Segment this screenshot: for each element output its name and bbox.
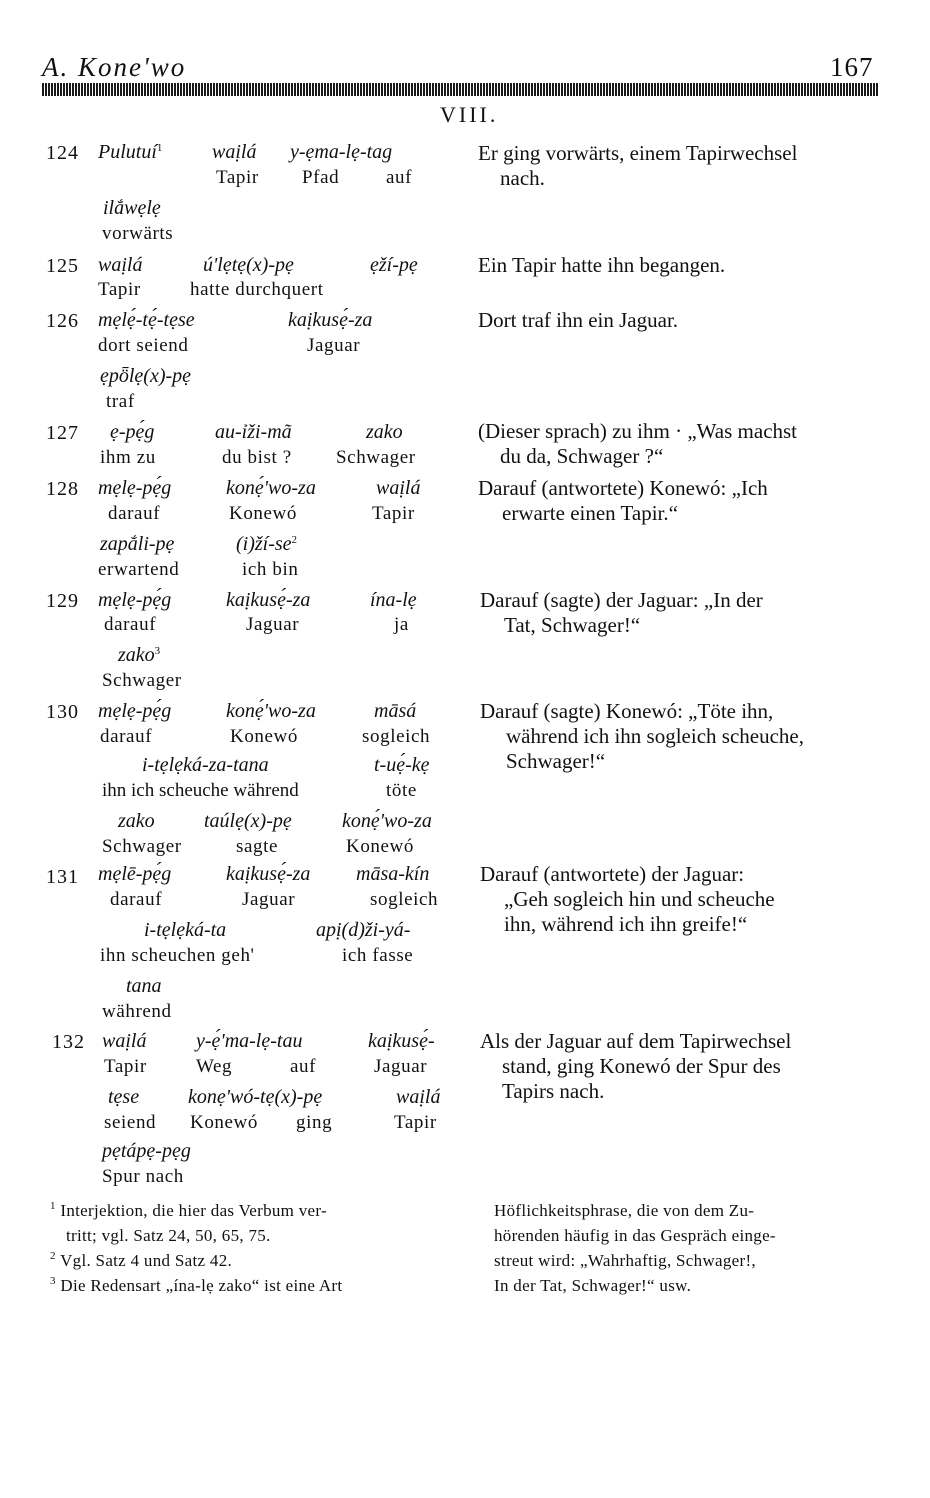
page-number: 167 [830, 52, 874, 82]
native-word: waịlá [212, 141, 257, 163]
native-word: konẹ'wó-tẹ(x)-pẹ [188, 1086, 323, 1108]
native-word: taúlẹ(x)-pẹ [204, 810, 292, 832]
sentence-number: 130 [46, 701, 79, 723]
gloss-word: ja [394, 614, 409, 635]
gloss-word: sogleich [370, 889, 439, 910]
header-rule [42, 83, 878, 96]
translation: Darauf (sagte) Konewó: „Töte ihn, während ich ihn sogleich scheuche, Schwager!“ [480, 699, 804, 773]
native-word: mẹlẹ-pẹ́g [98, 700, 172, 722]
footnotes-right: Höflichkeitsphrase, die von dem Zu- hörenden häufig in das Gespräch einge- streut wird: „Wahrhaftig, Schwager!, In der Tat, Schwager!“ usw. [494, 1201, 776, 1295]
translation: Dort traf ihn ein Jaguar. [478, 308, 679, 332]
native-word: kaịkusẹ́-za [226, 589, 311, 611]
footnote-marker: 3 [154, 645, 161, 657]
native-word: i-tẹlẹká-za-tana [142, 754, 269, 776]
native-word: kaịkusẹ́-za [226, 863, 311, 885]
gloss-word: Schwager [336, 447, 416, 468]
gloss-word: Tapir [394, 1112, 437, 1133]
gloss-word: Tapir [372, 503, 415, 524]
native-word: mẹlẹ́-tẹ́-tẹse [98, 309, 195, 331]
gloss-word: vorwärts [102, 223, 174, 244]
native-word: mẹlẹ-pẹ́g [98, 477, 172, 499]
translation: (Dieser sprach) zu ihm · „Was machst du da, Schwager ?“ [478, 419, 798, 468]
gloss-word: Konewó [229, 503, 297, 524]
native-word: kaịkusẹ́-za [288, 309, 373, 331]
gloss-word: seiend [104, 1112, 157, 1133]
native-word: ilắwẹlẹ [103, 197, 161, 219]
gloss-word: Jaguar [246, 614, 300, 635]
native-word: tẹse [108, 1086, 140, 1108]
gloss-word: dort seiend [98, 335, 189, 356]
gloss-word: während [102, 1001, 172, 1022]
native-word: mẹlẹ-pẹ́g [98, 589, 172, 611]
native-word: i-tẹlẹká-ta [144, 919, 227, 941]
sentence-number: 127 [46, 422, 79, 444]
translation: Als der Jaguar auf dem Tapirwechsel stand, ging Konewó der Spur des Tapirs nach. [480, 1029, 792, 1103]
gloss-word: auf [386, 167, 413, 188]
sentence-number: 131 [46, 866, 79, 888]
footnote-2: $^2$ Vgl. Satz 4 und Satz 42. [50, 1250, 233, 1270]
gloss-word: ihn scheuchen geh' [100, 945, 255, 966]
translation: Darauf (sagte) der Jaguar: „In der Tat, Schwager!“ [480, 588, 763, 637]
native-word: y-ẹma-lẹ-tag [290, 141, 393, 163]
gloss-word: ging [296, 1112, 333, 1133]
gloss-word: traf [106, 391, 135, 412]
footnote-3: $^3$ Die Redensart „ína-lẹ zako“ ist eine Art [50, 1275, 343, 1295]
gloss-word: Spur nach [102, 1166, 184, 1187]
native-word: t-uẹ́-kẹ [374, 754, 430, 776]
gloss-word: Tapir [216, 167, 259, 188]
gloss-word: erwartend [98, 559, 180, 580]
native-word: kaịkusẹ́- [368, 1030, 435, 1052]
gloss-word: Konewó [230, 726, 298, 747]
gloss-word: darauf [100, 726, 153, 747]
section-heading: VIII. [440, 102, 499, 127]
native-word: waịlá [102, 1030, 147, 1052]
native-word: zako [118, 810, 155, 832]
running-title: A. Kone'wo [42, 52, 187, 82]
gloss-word: Jaguar [242, 889, 296, 910]
native-word: waịlá [98, 254, 143, 276]
gloss-word: ich fasse [342, 945, 414, 966]
footnote-1-continued: tritt; vgl. Satz 24, 50, 65, 75. [66, 1226, 271, 1245]
sentence-number: 129 [46, 590, 79, 612]
native-word: Pulutuí$^1$ [98, 141, 163, 163]
native-word: zako$^3$ [118, 644, 161, 666]
native-word: waịlá [396, 1086, 441, 1108]
sentence-number: 125 [46, 255, 79, 277]
footnotes-left [50, 1198, 342, 1298]
gloss-word: Weg [196, 1056, 233, 1077]
native-word: konẹ́'wo-za [226, 700, 316, 722]
gloss-word: darauf [110, 889, 163, 910]
sentence-number: 128 [46, 478, 79, 500]
gloss-word: sogleich [362, 726, 431, 747]
sentence-number: 126 [46, 310, 79, 332]
gloss-word: ihm zu [100, 447, 156, 468]
gloss-word: Pfad [302, 167, 340, 188]
footnote-marker: 2 [291, 534, 298, 546]
native-word: māsa-kín [356, 863, 430, 885]
footnote-1: $^1$ Interjektion, die hier das Verbum ver- [50, 1200, 327, 1220]
native-word: tana [126, 975, 162, 997]
gloss-word: hatte durchquert [190, 279, 324, 300]
native-word: zako [366, 421, 403, 443]
native-word: ẹží-pẹ [370, 254, 418, 276]
native-word: konẹ́'wo-za [342, 810, 432, 832]
gloss-word: Tapir [104, 1056, 147, 1077]
native-word: waịlá [376, 477, 421, 499]
gloss-word: töte [386, 780, 417, 801]
native-word: pẹtápẹ-pẹg [102, 1140, 191, 1162]
native-word: ẹ-pẹ́g [110, 421, 155, 443]
native-word: ú'lẹtẹ(x)-pẹ [203, 254, 294, 276]
native-word: zapắli-pẹ [100, 533, 175, 555]
native-word: $(i)ží-se^2$ [236, 533, 298, 555]
native-word: ẹpȫlẹ(x)-pẹ [100, 365, 192, 387]
gloss-word: du bist ? [222, 447, 292, 468]
footnote-marker: 1 [156, 142, 163, 154]
sentence-number: 132 [52, 1031, 85, 1053]
gloss-word: Konewó [190, 1112, 258, 1133]
gloss-word: ich bin [242, 559, 299, 580]
gloss-word: darauf [108, 503, 161, 524]
native-word: apị(d)ži-yá- [316, 919, 411, 941]
gloss-word: sagte [236, 836, 279, 857]
gloss-word: Tapir [98, 279, 141, 300]
gloss-word: auf [290, 1056, 317, 1077]
gloss-word: Konewó [346, 836, 414, 857]
native-word: au-ỉži-mã [215, 421, 292, 443]
translation: Er ging vorwärts, einem Tapirwechsel nach. [478, 141, 798, 190]
translation: Ein Tapir hatte ihn begangen. [478, 253, 726, 277]
native-word: y-ẹ́'ma-lẹ-tau [196, 1030, 303, 1052]
native-word: konẹ́'wo-za [226, 477, 316, 499]
translation: Darauf (antwortete) Konewó: „Ich erwarte einen Tapir.“ [478, 476, 768, 525]
native-word: ína-lẹ [370, 589, 417, 611]
gloss-word: darauf [104, 614, 157, 635]
gloss-word: Jaguar [307, 335, 361, 356]
native-word: mẹlē-pẹ́g [98, 863, 172, 885]
sentence-number: 124 [46, 142, 79, 164]
gloss-word: ihn ich scheuche während [102, 780, 299, 801]
native-word: māsá [374, 700, 417, 722]
gloss-word: Schwager [102, 670, 182, 691]
gloss-word: Schwager [102, 836, 182, 857]
gloss-word: Jaguar [374, 1056, 428, 1077]
translation: Darauf (antwortete) der Jaguar: „Geh sogleich hin und scheuche ihn, während ich ihn greife!“ [480, 862, 775, 936]
